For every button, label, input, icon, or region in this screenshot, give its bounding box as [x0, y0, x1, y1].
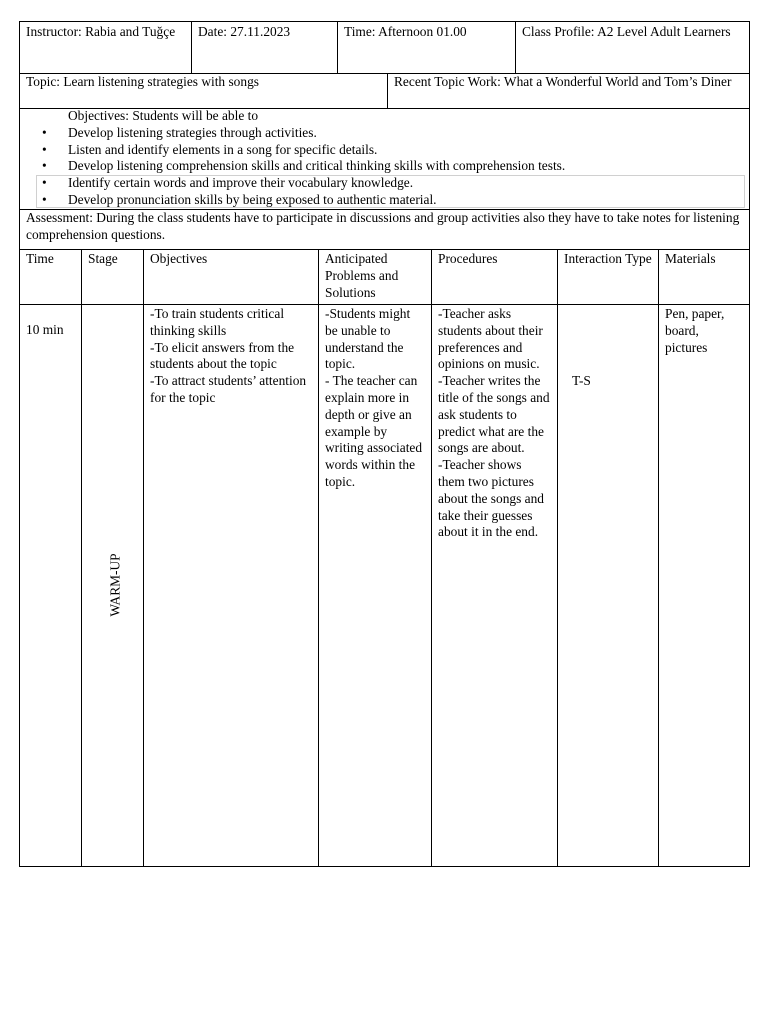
bullet-icon: • — [42, 175, 47, 191]
row-time: 10 min — [26, 322, 64, 337]
date-field: Date: 27.11.2023 — [198, 24, 291, 39]
column-header-time: Time — [26, 251, 54, 266]
stage-label: WARM-UP — [107, 553, 123, 617]
recent-topic-work-field: Recent Topic Work: What a Wonderful World and Tom’s Diner — [394, 74, 732, 89]
column-header-procedures: Procedures — [438, 251, 498, 266]
row-stage — [86, 540, 146, 630]
list-item: -To elicit answers from the students about the topic — [150, 339, 295, 372]
row-materials: Pen, paper, board, pictures — [665, 306, 725, 355]
row-interaction: T-S — [572, 373, 591, 388]
instructor-field: Instructor: Rabia and Tuğçe — [26, 24, 176, 39]
bullet-icon: • — [42, 158, 47, 174]
column-header-anticipated: Anticipated Problems and Solutions — [325, 251, 399, 300]
topic-field: Topic: Learn listening strategies with songs — [26, 74, 259, 89]
time-field: Time: Afternoon 01.00 — [344, 24, 467, 39]
row-anticipated — [319, 303, 431, 491]
list-item: • Listen and identify elements in a song for specific details. — [42, 141, 378, 157]
list-item: -Teacher asks students about their preferences and opinions on music. — [438, 306, 543, 372]
assessment-text: Assessment: During the class students have to participate in discussions and group activities also they have to take notes for listening comprehension questions. — [26, 210, 740, 242]
divider — [81, 249, 82, 867]
column-header-objectives: Objectives — [150, 251, 208, 266]
bullet-icon: • — [42, 191, 47, 207]
objectives-intro: Objectives: Students will be able to — [68, 108, 259, 123]
list-item: • Develop pronunciation skills by being exposed to authentic material. — [42, 191, 437, 207]
list-item: - The teacher can explain more in depth or give an example by writing associated words within the topic. — [325, 373, 423, 489]
list-item: -Students might be unable to understand the topic. — [325, 306, 411, 372]
bullet-icon: • — [42, 141, 47, 157]
column-header-interaction: Interaction Type — [564, 251, 652, 266]
class-profile-field: Class Profile: A2 Level Adult Learners — [522, 24, 731, 39]
list-item: -Teacher shows them two pictures about the songs and take their guesses about it in the end. — [438, 457, 544, 540]
list-item: • Develop listening comprehension skills and critical thinking skills with comprehension tests. — [42, 158, 566, 174]
objectives-items — [20, 125, 748, 209]
column-header-materials: Materials — [665, 251, 716, 266]
row-objectives — [144, 303, 318, 407]
list-item: -To attract students’ attention for the topic — [150, 373, 307, 405]
list-item: -To train students critical thinking skills — [150, 306, 285, 338]
divider — [557, 249, 558, 867]
column-header-stage: Stage — [88, 251, 118, 266]
list-item: • Identify certain words and improve their vocabulary knowledge. — [42, 175, 414, 191]
list-item: -Teacher writes the title of the songs and ask students to predict what are the songs are about. — [438, 373, 550, 456]
bullet-icon: • — [42, 124, 47, 140]
row-procedures — [432, 303, 557, 541]
objectives-list — [20, 108, 748, 209]
list-item: • Develop listening strategies through activities. — [42, 124, 317, 140]
